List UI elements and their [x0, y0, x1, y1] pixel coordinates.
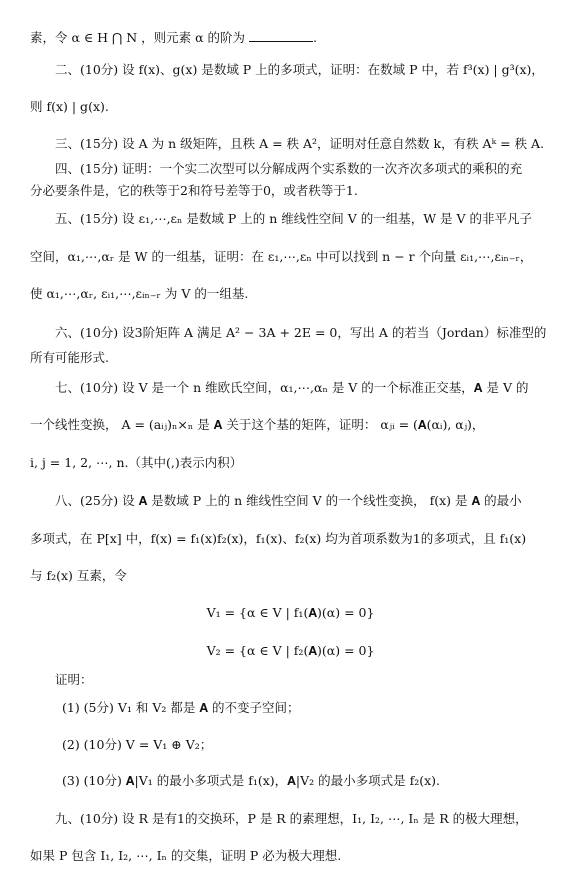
q2-line-2: 则 f(x) | g(x).	[30, 99, 109, 114]
q6-line-2: 所有可能形式.	[30, 350, 109, 365]
q7-line-1: 七、(10分) 设 V 是一个 n 维欧氏空间，α₁,⋯,αₙ 是 V 的一个标准正交基，𝐀 是 V 的	[55, 380, 529, 395]
answer-blank[interactable]	[249, 30, 313, 42]
q1-continuation	[30, 30, 559, 46]
q4-line-1: 四、(15分) 证明：一个实二次型可以分解成两个实系数的一次齐次多项式的乘积的充	[55, 161, 523, 176]
q8-v2-definition: V₂ = {α ∈ V | f₂(𝐀)(α) = 0}	[206, 643, 375, 658]
q8-prove-label: 证明：	[55, 672, 93, 687]
q8-line-3: 与 f₂(x) 互素，令	[30, 568, 127, 583]
q5-line-1: 五、(15分) 设 ε₁,⋯,εₙ 是数域 P 上的 n 维线性空间 V 的一组基，W 是 V 的非平凡子	[55, 211, 533, 226]
q2-line-1: 二、(10分) 设 f(x)、g(x) 是数域 P 上的多项式，证明：在数域 P 中，若 f³(x) | g³(x)，	[55, 62, 544, 77]
q3-line-1: 三、(15分) 设 A 为 n 级矩阵，且秩 A = 秩 A²，证明对任意自然数 k，有秩 Aᵏ = 秩 A.	[55, 136, 545, 151]
q8-part-3: (3) (10分) 𝐀|V₁ 的最小多项式是 f₁(x)，𝐀|V₂ 的最小多项式是 f₂(x).	[62, 773, 440, 788]
q7-line-2: 一个线性变换， A = (aᵢⱼ)ₙ×ₙ 是 𝐀 关于这个基的矩阵，证明： αⱼᵢ = (𝐀(αᵢ), αⱼ)，	[30, 417, 485, 432]
q8-part-2: (2) (10分) V = V₁ ⊕ V₂；	[62, 737, 213, 752]
q8-line-2: 多项式，在 P[x] 中，f(x) = f₁(x)f₂(x)，f₁(x)、f₂(x) 均为首项系数为1的多项式，且 f₁(x)	[30, 531, 527, 546]
q5-line-2: 空间，α₁,⋯,αᵣ 是 W 的一组基，证明：在 ε₁,⋯,εₙ 中可以找到 n − r 个向量 εᵢ₁,⋯,εᵢₙ₋ᵣ，	[30, 249, 533, 264]
q9-line-2: 如果 P 包含 I₁, I₂, ⋯, Iₙ 的交集，证明 P 必为极大理想.	[30, 848, 342, 863]
q7-line-3: i, j = 1, 2, ⋯, n.（其中(,)表示内积）	[30, 455, 243, 470]
q8-v1-definition: V₁ = {α ∈ V | f₁(𝐀)(α) = 0}	[206, 605, 375, 620]
q9-line-1: 九、(10分) 设 R 是有1的交换环，P 是 R 的素理想，I₁, I₂, ⋯, Iₙ 是 R 的极大理想，	[55, 811, 528, 826]
q1-text: 素，令 α ∈ H ⋂ N ，则元素 α 的阶为	[30, 30, 246, 45]
q4-line-2: 分必要条件是，它的秩等于2和符号差等于0，或者秩等于1.	[30, 183, 358, 198]
q1-period: .	[313, 30, 317, 45]
q8-part-1: (1) (5分) V₁ 和 V₂ 都是 𝐀 的不变子空间；	[62, 700, 300, 715]
q5-line-3: 使 α₁,⋯,αᵣ, εᵢ₁,⋯,εᵢₙ₋ᵣ 为 V 的一组基.	[30, 286, 249, 301]
q6-line-1: 六、(10分) 设3阶矩阵 A 满足 A² − 3A + 2E = 0，写出 A 的若当（Jordan）标准型的	[55, 325, 547, 340]
q8-line-1: 八、(25分) 设 𝐀 是数域 P 上的 n 维线性空间 V 的一个线性变换， f(x) 是 𝐀 的最小	[55, 493, 522, 508]
